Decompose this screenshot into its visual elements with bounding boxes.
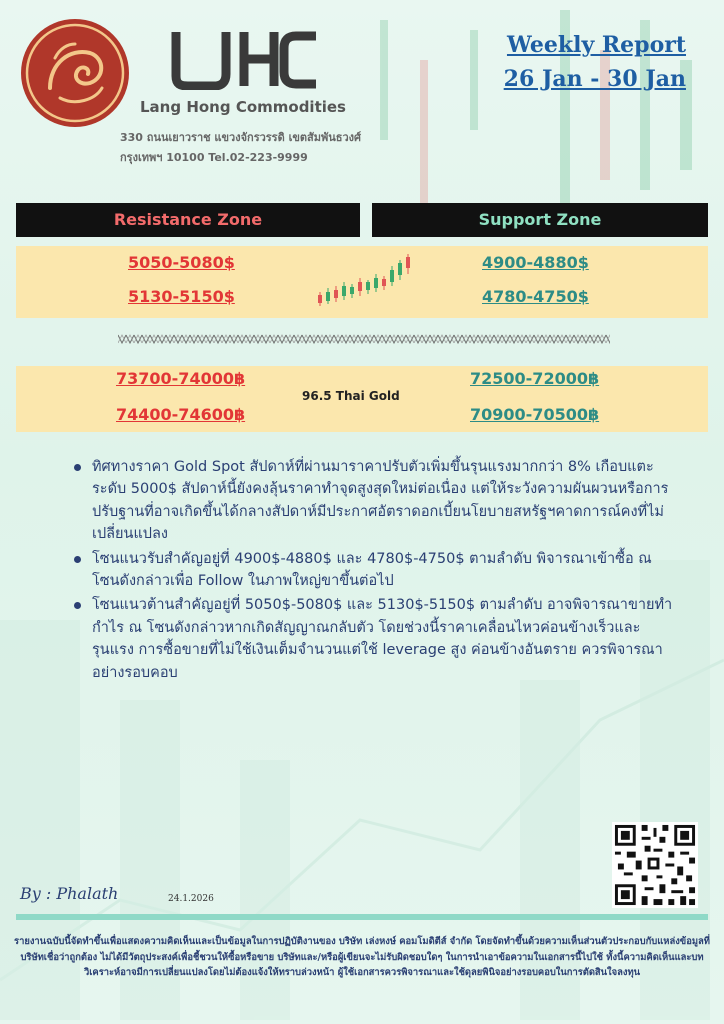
company-emblem-logo — [20, 18, 130, 128]
list-item — [74, 548, 674, 593]
spot-support-1: 4900-4880$ — [482, 253, 589, 272]
report-title: Weekly Report — [506, 32, 686, 58]
spot-resistance-1: 5050-5080$ — [128, 253, 235, 272]
thai-gold-resistance-1: 73700-74000฿ — [116, 369, 246, 388]
publish-date: 24.1.2026 — [168, 894, 214, 904]
list-item — [74, 594, 674, 684]
decorative-separator — [118, 333, 610, 345]
support-zone-header: Support Zone — [372, 203, 708, 237]
bullet-text: โซนแนวรับสำคัญอยู่ที่ 4900$-4880$ และ 4780$-4750$ ตามลำดับ พิจารณาเข้าซื้อ ณ โซนดังกล่าวเพื่อ Follow ในภาพใหญ่ขาขึ้นต่อไป — [92, 550, 652, 590]
company-contact: กรุงเทพฯ 10100 Tel.02-223-9999 — [120, 151, 308, 164]
footer-divider — [16, 914, 708, 920]
report-date-range: 26 Jan - 30 Jan — [503, 66, 686, 92]
thai-gold-support-2: 70900-70500฿ — [470, 405, 600, 424]
qr-code[interactable] — [612, 822, 698, 908]
company-name: Lang Hong Commodities — [140, 98, 346, 116]
bullet-text: โซนแนวต้านสำคัญอยู่ที่ 5050$-5080$ และ 5130$-5150$ ตามลำดับ อาจพิจารณาขายทำกำไร ณ โซนดังกล่าวหากเกิดสัญญาณกลับตัว โดยช่วงนี้ราคาเคลื่อนไหวค่อนข้างเร็วและรุนแรง การซื้อขายที่ไม่ใช้เงินเต็มจำนวนแต่ใช้ leverage สูง ค่อนข้างอันตราย ควรพิจารณาอย่างรอบคอบ — [92, 597, 673, 681]
thai-gold-label: 96.5 Thai Gold — [302, 389, 400, 403]
lhc-wordmark-logo — [170, 28, 320, 90]
spot-resistance-2: 5130-5150$ — [128, 287, 235, 306]
analysis-bullet-list — [74, 456, 674, 686]
disclaimer-text: รายงานฉบับนี้จัดทำขึ้นเพื่อแสดงความคิดเห็นและเป็นข้อมูลในการปฏิบัติงานของ บริษัท เล่งหงษ์ คอมโมดิตีส์ จำกัด โดยจัดทำขึ้นด้วยความเห็นส่วนตัวประกอบกับแหล่งข้อมูลที่บริษัทเชื่อว่าถูกต้อง ไม่ได้มีวัตถุประสงค์เพื่อชี้ชวนให้ซื้อหรือขาย บริษัทและ/หรือผู้เขียนจะไม่รับผิดชอบใดๆ ในการนำเอาข้อความในเอกสารนี้ไปใช้ ทั้งนี้ความคิดเห็นและบทวิเคราะห์อาจมีการเปลี่ยนแปลงโดยไม่ต้องแจ้งให้ทราบล่วงหน้า ผู้ใช้เอกสารควรพิจารณาและใช้ดุลยพินิจอย่างรอบคอบในการตัดสินใจลงทุน — [14, 936, 710, 978]
resistance-zone-header: Resistance Zone — [16, 203, 360, 237]
bullet-icon — [74, 602, 81, 609]
bullet-text: ทิศทางราคา Gold Spot สัปดาห์ที่ผ่านมาราคาปรับตัวเพิ่มขึ้นรุนแรงมากกว่า 8% เกือบแตะระดับ 5000$ สัปดาห์นี้ยังคงลุ้นราคาทำจุดสูงสุดใหม่ต่อเนื่อง แต่ให้ระวังความผันผวนหรือการปรับฐานที่อาจเกิดขึ้นได้กลางสัปดาห์มีประกาศอัตราดอกเบี้ยนโยบายสหรัฐฯคาดการณ์คงที่ไม่เปลี่ยนแปลง — [92, 459, 669, 543]
bullet-icon — [74, 464, 81, 471]
thai-gold-support-1: 72500-72000฿ — [470, 369, 600, 388]
thai-gold-resistance-2: 74400-74600฿ — [116, 405, 246, 424]
bullet-icon — [74, 556, 81, 563]
author-signature: By : Phalath — [20, 884, 119, 903]
spot-support-2: 4780-4750$ — [482, 287, 589, 306]
list-item — [74, 456, 674, 546]
candlestick-icon — [316, 252, 412, 310]
company-address: 330 ถนนเยาวราช แขวงจักรวรรดิ เขตสัมพันธวงศ์ — [120, 131, 361, 144]
